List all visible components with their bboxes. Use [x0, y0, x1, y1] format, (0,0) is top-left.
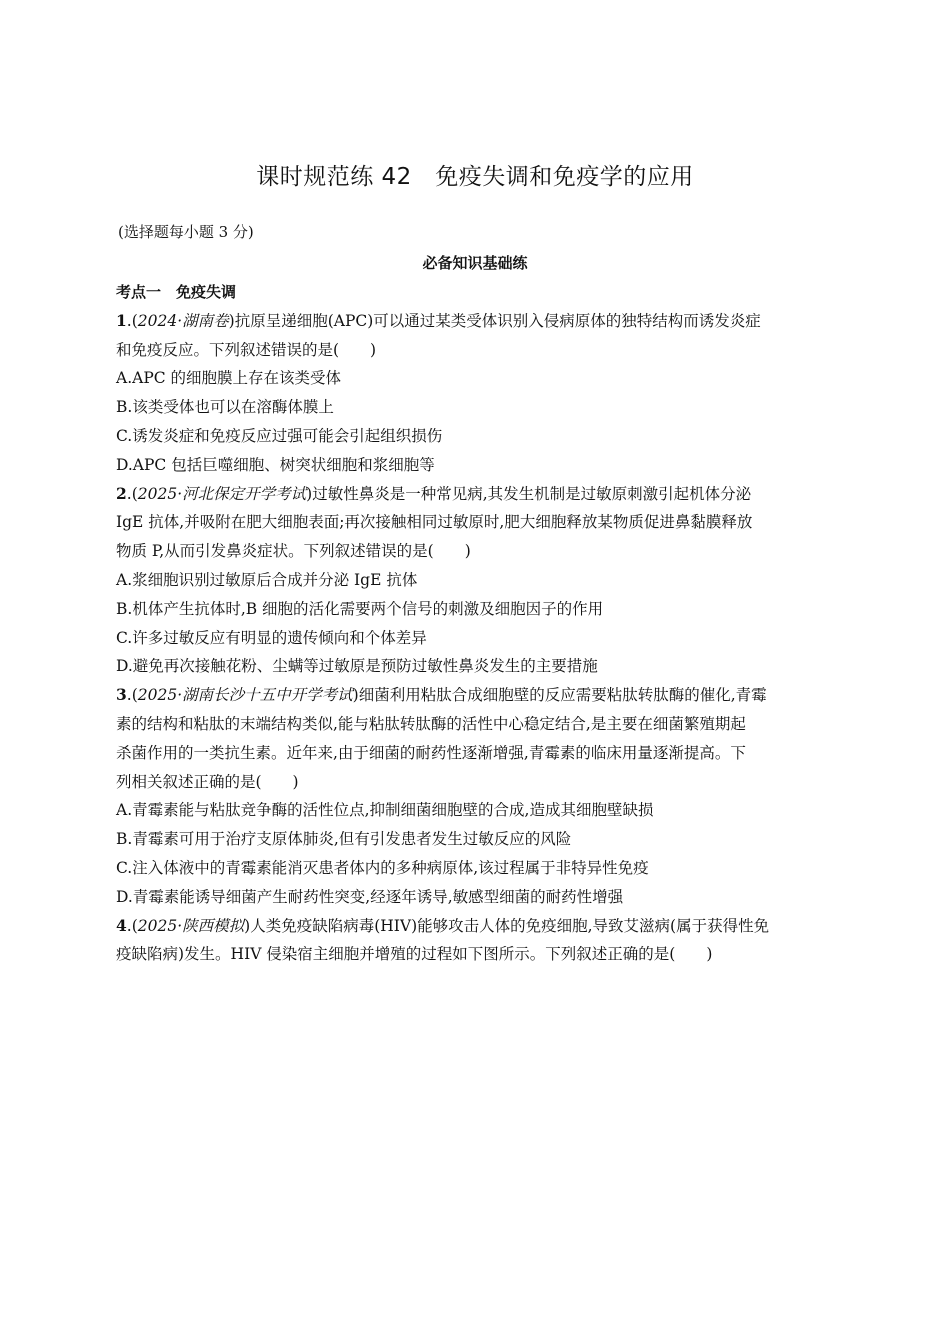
question-3-stem-cont: 列相关叙述正确的是( )	[116, 772, 299, 791]
question-3-stem: 3.(2025·湖南长沙十五中开学考试)细菌利用粘肽合成细胞壁的反应需要粘肽转肽酶的催化,青霉	[116, 685, 767, 705]
question-4-stem: 4.(2025·陕西模拟)人类免疫缺陷病毒(HIV)能够攻击人体的免疫细胞,导致艾滋病(属于获得性免	[116, 915, 770, 935]
question-text: )细菌利用粘肽合成细胞壁的反应需要粘肽转肽酶的催化,青霉	[352, 686, 767, 705]
question-content	[116, 278, 836, 969]
question-2-stem: 2.(2025·河北保定开学考试)过敏性鼻炎是一种常见病,其发生机制是过敏原刺激引起机体分泌	[116, 483, 752, 503]
question-text: )人类免疫缺陷病毒(HIV)能够攻击人体的免疫细胞,导致艾滋病(属于获得性免	[244, 916, 770, 935]
question-2-stem-cont: IgE 抗体,并吸附在肥大细胞表面;再次接触相同过敏原时,肥大细胞释放某物质促进鼻黏膜释放	[116, 513, 753, 532]
question-3-option-c: C.注入体液中的青霉素能消灭患者体内的多种病原体,该过程属于非特异性免疫	[116, 858, 649, 877]
question-number: 1	[116, 310, 127, 330]
question-1-option-c: C.诱发炎症和免疫反应过强可能会引起组织损伤	[116, 426, 443, 445]
question-text: )过敏性鼻炎是一种常见病,其发生机制是过敏原刺激引起机体分泌	[306, 484, 752, 503]
question-number: 4	[116, 915, 127, 935]
question-1-option-a: A.APC 的细胞膜上存在该类受体	[116, 369, 342, 388]
question-3-stem-cont: 素的结构和粘肽的末端结构类似,能与粘肽转肽酶的活性中心稳定结合,是主要在细菌繁殖期起	[116, 714, 746, 733]
question-1-option-d: D.APC 包括巨噬细胞、树突状细胞和浆细胞等	[116, 455, 435, 474]
question-3-option-a: A.青霉素能与粘肽竞争酶的活性位点,抑制细菌细胞壁的合成,造成其细胞壁缺损	[116, 801, 654, 820]
question-2-option-a: A.浆细胞识别过敏原后合成并分泌 IgE 抗体	[116, 570, 418, 589]
topic-heading: 考点一 免疫失调	[116, 283, 237, 301]
question-number: 2	[116, 483, 127, 503]
page-title: 课时规范练 42 免疫失调和免疫学的应用	[256, 164, 694, 190]
question-2-option-c: C.许多过敏反应有明显的遗传倾向和个体差异	[116, 628, 427, 647]
question-1-option-b: B.该类受体也可以在溶酶体膜上	[116, 398, 334, 417]
question-3-stem-cont: 杀菌作用的一类抗生素。近年来,由于细菌的耐药性逐渐增强,青霉素的临床用量逐渐提高。下	[116, 743, 746, 762]
question-1-stem: 1.(2024·湖南卷)抗原呈递细胞(APC)可以通过某类受体识别入侵病原体的独特结构而诱发炎症	[116, 310, 761, 330]
question-2-option-d: D.避免再次接触花粉、尘螨等过敏原是预防过敏性鼻炎发生的主要措施	[116, 657, 598, 676]
scoring-note: (选择题每小题 3 分)	[118, 223, 254, 241]
question-2-stem-cont: 物质 P,从而引发鼻炎症状。下列叙述错误的是( )	[116, 542, 471, 561]
question-number: 3	[116, 685, 127, 705]
question-source: 2025·陕西模拟	[137, 916, 245, 935]
section-heading: 必备知识基础练	[422, 254, 528, 272]
question-source: 2024·湖南卷	[137, 311, 229, 330]
question-text: )抗原呈递细胞(APC)可以通过某类受体识别入侵病原体的独特结构而诱发炎症	[228, 311, 761, 330]
question-source: 2025·河北保定开学考试	[137, 484, 307, 503]
question-4-stem-cont: 疫缺陷病)发生。HIV 侵染宿主细胞并增殖的过程如下图所示。下列叙述正确的是( )	[116, 945, 713, 964]
question-3-option-d: D.青霉素能诱导细菌产生耐药性突变,经逐年诱导,敏感型细菌的耐药性增强	[116, 887, 624, 906]
question-3-option-b: B.青霉素可用于治疗支原体肺炎,但有引发患者发生过敏反应的风险	[116, 830, 572, 849]
question-1-stem-cont: 和免疫反应。下列叙述错误的是( )	[116, 340, 377, 359]
question-source: 2025·湖南长沙十五中开学考试	[137, 686, 353, 705]
question-2-option-b: B.机体产生抗体时,B 细胞的活化需要两个信号的刺激及细胞因子的作用	[116, 599, 604, 618]
